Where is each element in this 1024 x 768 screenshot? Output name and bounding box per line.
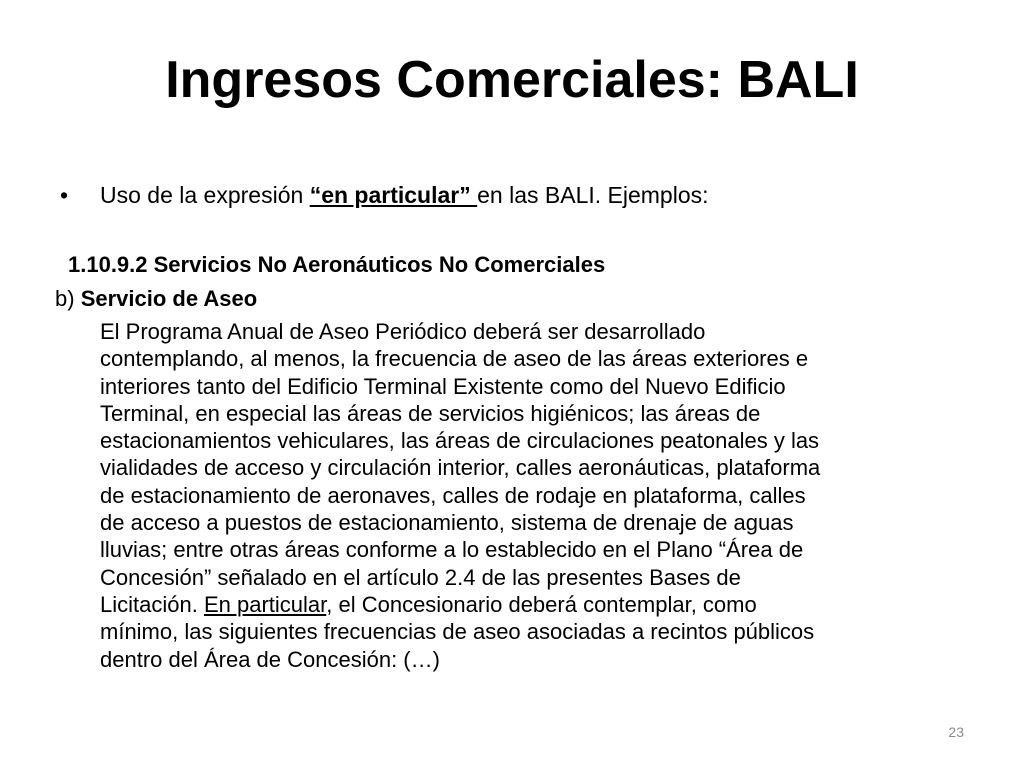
- highlight-before: Licitación.: [100, 591, 204, 617]
- body-paragraph: [100, 318, 970, 673]
- body-line: dentro del Área de Concesión: (…): [100, 646, 440, 672]
- page-number: 23: [948, 724, 964, 740]
- body-line: de acceso a puestos de estacionamiento, sistema de drenaje de aguas: [100, 510, 794, 536]
- sub-heading-prefix: b): [55, 286, 81, 311]
- bullet-emphasis: “en particular”: [309, 182, 478, 208]
- body-line: de estacionamiento de aeronaves, calles de rodaje en plataforma, calles: [100, 482, 806, 508]
- highlight-after: , el Concesionario deberá contemplar, como: [326, 591, 757, 617]
- body-line: vialidades de acceso y circulación interior, calles aeronáuticas, plataforma: [100, 455, 821, 481]
- body-line: El Programa Anual de Aseo Periódico deberá ser desarrollado: [100, 319, 706, 344]
- body-line: interiores tanto del Edificio Terminal Existente como del Nuevo Edificio: [100, 373, 786, 399]
- body-line: Concesión” señalado en el artículo 2.4 de las presentes Bases de: [100, 564, 741, 590]
- sub-heading: [55, 284, 257, 314]
- bullet-symbol: •: [60, 182, 69, 208]
- slide-title: Ingresos Comerciales: BALI: [165, 51, 859, 109]
- bullet-text-before: Uso de la expresión: [100, 182, 310, 208]
- bullet-item: [60, 180, 709, 210]
- body-line: Terminal, en especial las áreas de servicios higiénicos; las áreas de: [100, 400, 761, 426]
- bullet-text-after: en las BALI. Ejemplos:: [477, 182, 709, 208]
- body-line: mínimo, las siguientes frecuencias de aseo asociadas a recintos públicos: [100, 619, 815, 645]
- sub-heading-label: Servicio de Aseo: [80, 286, 258, 311]
- body-line: contemplando, al menos, la frecuencia de aseo de las áreas exteriores e: [100, 346, 809, 372]
- body-line: lluvias; entre otras áreas conforme a lo establecido en el Plano “Área de: [100, 537, 804, 563]
- section-heading: 1.10.9.2 Servicios No Aeronáuticos No Comerciales: [68, 252, 606, 277]
- body-highlight-line: [100, 591, 970, 618]
- highlight-underlined: En particular: [203, 591, 327, 617]
- body-line: estacionamientos vehiculares, las áreas de circulaciones peatonales y las: [100, 428, 820, 454]
